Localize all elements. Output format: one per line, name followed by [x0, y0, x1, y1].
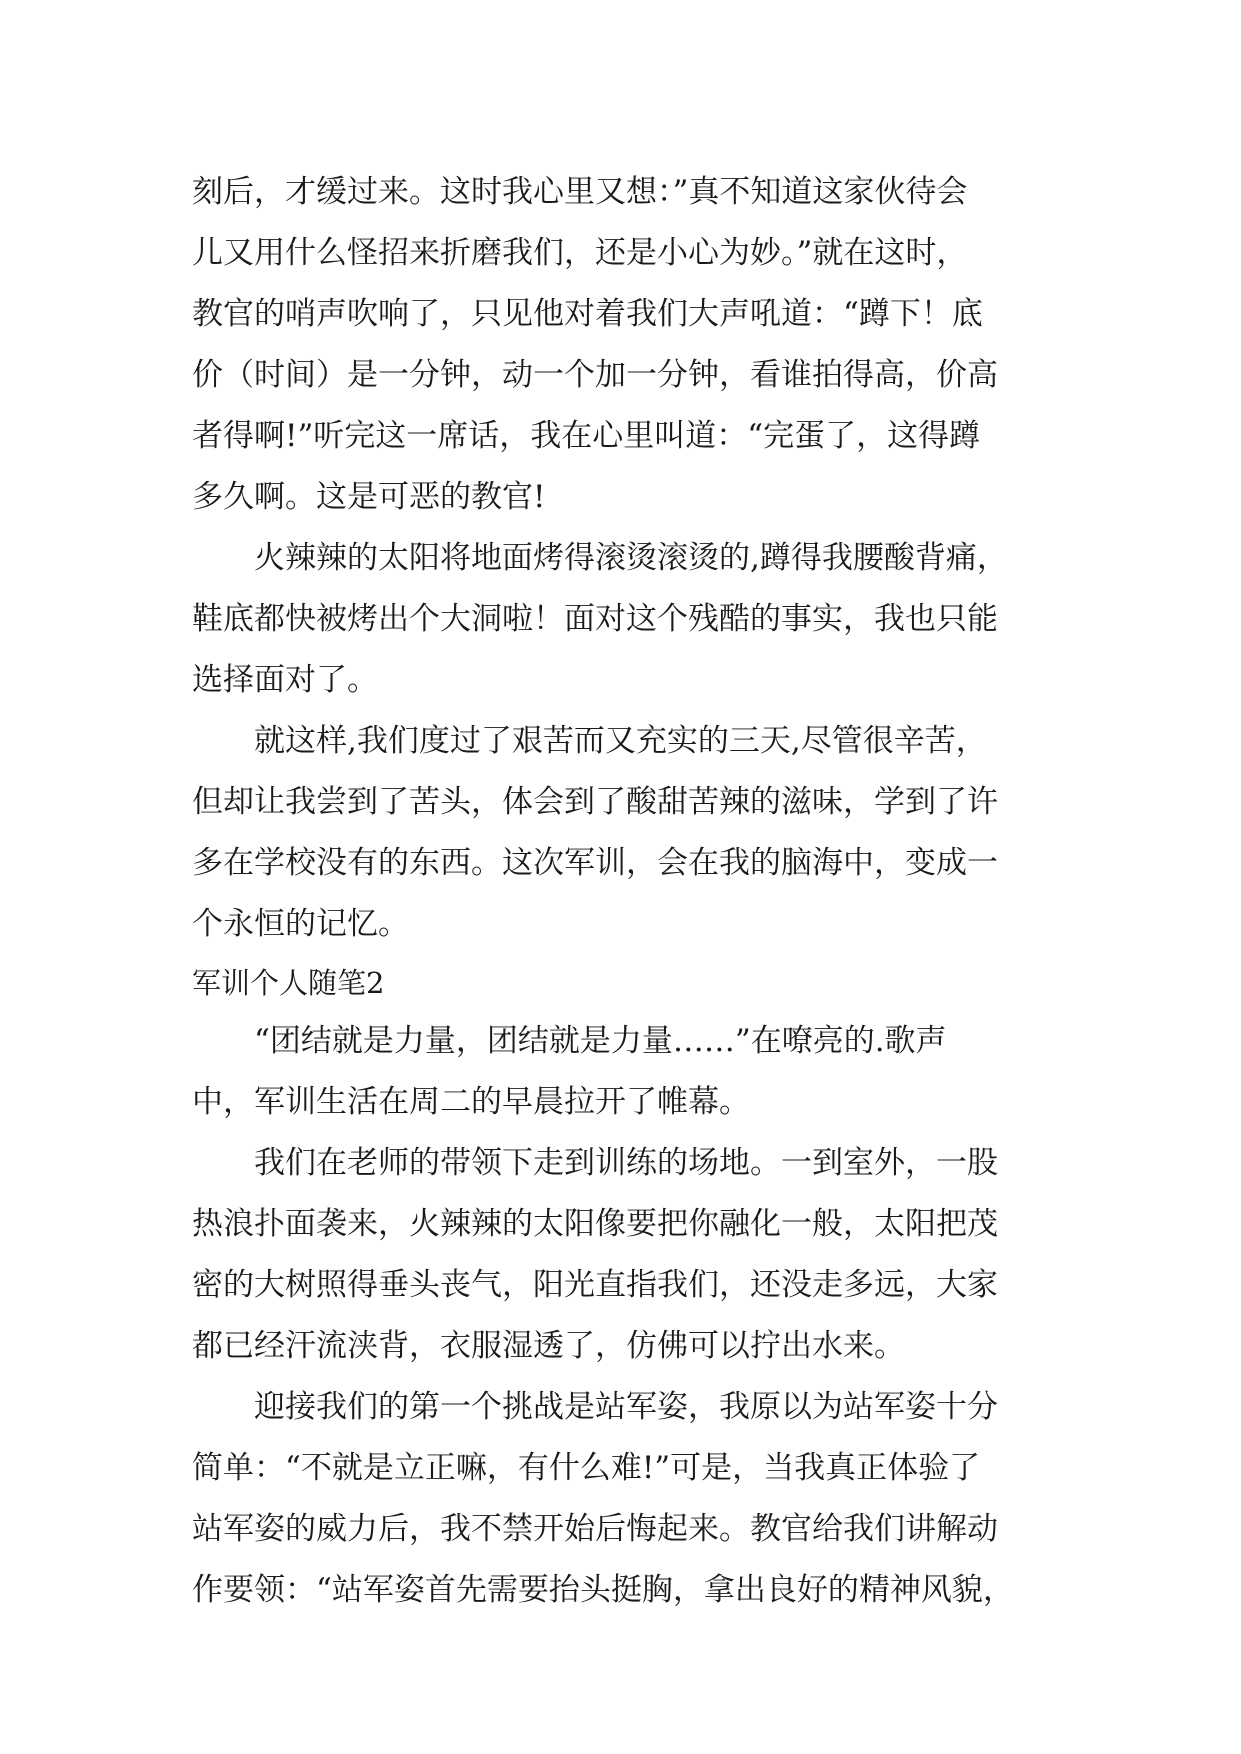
- text-line: 多久啊。这是可恶的教官!: [192, 479, 546, 515]
- text-line: 刻后，才缓过来。这时我心里又想：”真不知道这家伙待会: [192, 174, 968, 210]
- text-line: 者得啊!”听完这一席话，我在心里叫道：“完蛋了，这得蹲: [192, 418, 981, 454]
- text-line: 火辣辣的太阳将地面烤得滚烫滚烫的,蹲得我腰酸背痛，: [192, 540, 1008, 576]
- text-line: 都已经汗流浃背，衣服湿透了，仿佛可以拧出水来。: [192, 1328, 905, 1364]
- text-line: 密的大树照得垂头丧气，阳光直指我们，还没走多远，大家: [192, 1267, 998, 1303]
- text-line: 选择面对了。: [192, 662, 378, 698]
- text-line: 但却让我尝到了苦头，体会到了酸甜苦辣的滋味，学到了许: [192, 784, 998, 820]
- text-line: 热浪扑面袭来，火辣辣的太阳像要把你融化一般，太阳把茂: [192, 1206, 998, 1242]
- text-line: 作要领：“站军姿首先需要抬头挺胸，拿出良好的精神风貌，: [192, 1572, 1014, 1608]
- text-line: 鞋底都快被烤出个大洞啦！面对这个残酷的事实，我也只能: [192, 601, 998, 637]
- text-line: 个永恒的记忆。: [192, 906, 409, 942]
- text-line: 迎接我们的第一个挑战是站军姿，我原以为站军姿十分: [192, 1389, 998, 1425]
- text-line: 价（时间）是一分钟，动一个加一分钟，看谁拍得高，价高: [192, 357, 998, 393]
- essay-text: [192, 162, 1062, 1621]
- text-line: 站军姿的威力后，我不禁开始后悔起来。教官给我们讲解动: [192, 1511, 998, 1547]
- text-line: “团结就是力量，团结就是力量……”在嘹亮的.歌声: [192, 1023, 947, 1059]
- text-line: 中，军训生活在周二的早晨拉开了帷幕。: [192, 1084, 750, 1120]
- text-line: 教官的哨声吹响了，只见他对着我们大声吼道：“蹲下！底: [192, 296, 983, 332]
- text-line: 我们在老师的带领下走到训练的场地。一到室外，一股: [192, 1145, 998, 1181]
- section-heading: 军训个人随笔2: [192, 966, 385, 1000]
- text-line: 就这样,我们度过了艰苦而又充实的三天,尽管很辛苦，: [192, 723, 987, 759]
- text-line: 多在学校没有的东西。这次军训，会在我的脑海中，变成一: [192, 845, 998, 881]
- text-line: 简单：“不就是立正嘛，有什么难!”可是，当我真正体验了: [192, 1450, 981, 1486]
- text-line: 儿又用什么怪招来折磨我们，还是小心为妙。”就在这时，: [192, 235, 968, 271]
